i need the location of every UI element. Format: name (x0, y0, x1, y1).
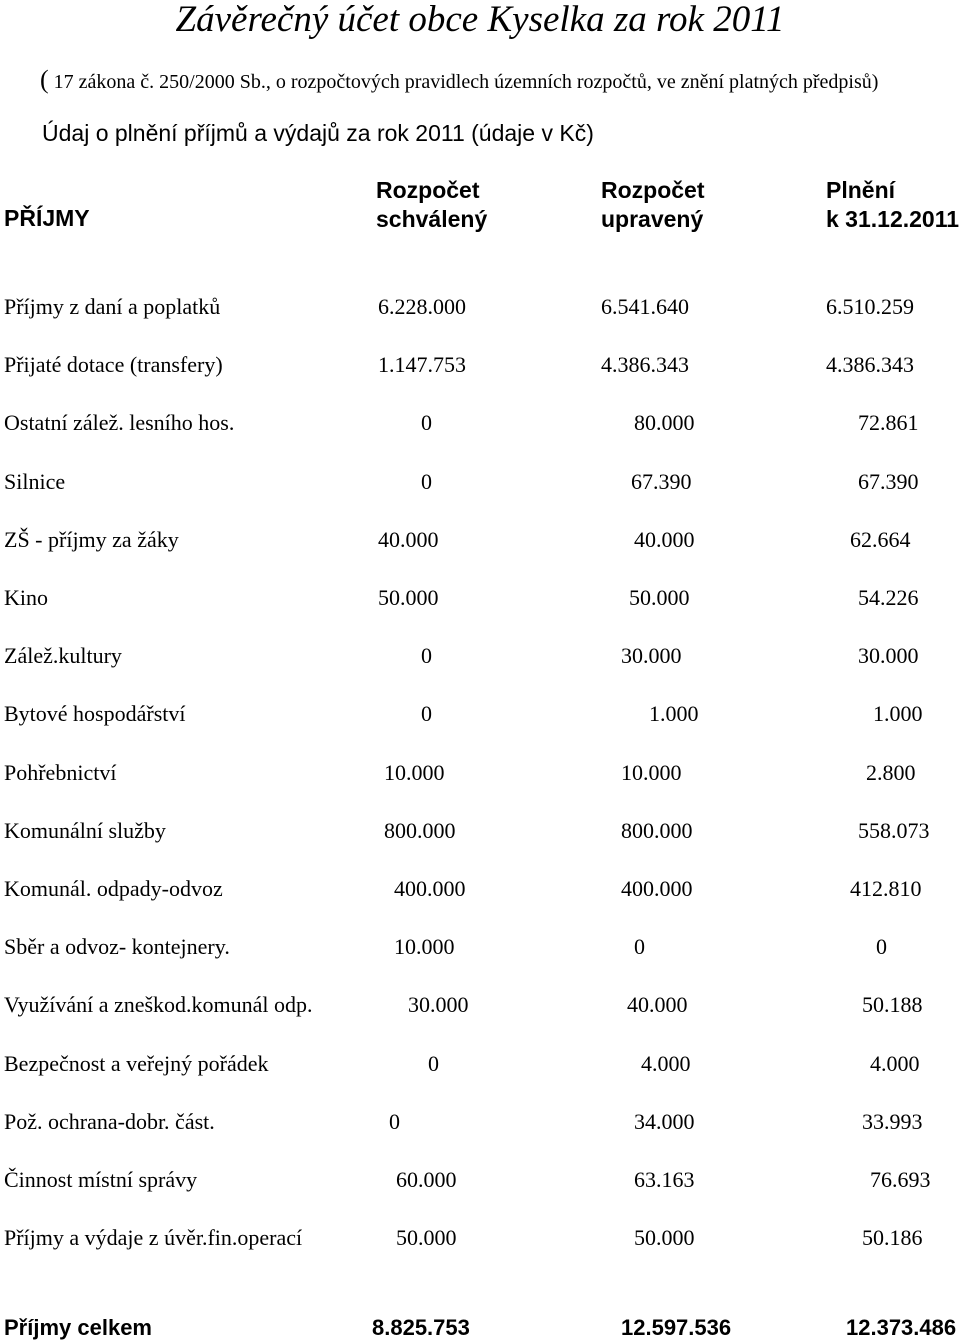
row-approved: 0 (389, 1108, 400, 1134)
row-label: Sběr a odvoz- kontejnery. (4, 934, 230, 960)
row-actual: 0 (876, 934, 887, 960)
row-label: Činnost místní správy (4, 1167, 198, 1192)
row-adjusted: 0 (634, 934, 645, 960)
row-adjusted: 4.000 (641, 1050, 691, 1076)
row-adjusted: 400.000 (621, 876, 693, 901)
row-approved: 30.000 (408, 992, 469, 1018)
row-actual: 558.073 (858, 817, 930, 843)
total-approved: 8.825.753 (372, 1315, 470, 1340)
row-adjusted: 40.000 (634, 526, 695, 552)
row-label: Příjmy a výdaje z úvěr.fin.operací (4, 1225, 303, 1251)
row-label: Kino (4, 585, 48, 610)
table-row (0, 932, 960, 962)
col-approved-line2: schválený (376, 206, 488, 232)
table-row (0, 1107, 960, 1137)
row-approved: 1.147.753 (378, 352, 466, 378)
row-adjusted: 80.000 (634, 410, 695, 436)
row-adjusted: 800.000 (621, 817, 693, 843)
row-actual: 72.861 (858, 410, 919, 436)
row-approved: 60.000 (396, 1167, 457, 1192)
row-label: Ostatní zálež. lesního hos. (4, 410, 235, 436)
total-label: Příjmy celkem (4, 1315, 152, 1340)
row-label: Komunální služby (4, 817, 166, 843)
row-actual: 6.510.259 (826, 294, 914, 319)
table-row (0, 525, 960, 555)
total-row (0, 1313, 960, 1343)
table-row (0, 350, 960, 380)
row-label: Přijaté dotace (transfery) (4, 352, 223, 378)
row-actual: 50.188 (862, 992, 923, 1018)
table-row (0, 1165, 960, 1195)
row-actual: 2.800 (866, 759, 916, 785)
row-adjusted: 6.541.640 (601, 294, 689, 319)
row-actual: 54.226 (858, 585, 919, 610)
table-row (0, 467, 960, 497)
row-label: Bytové hospodářství (4, 701, 186, 727)
row-adjusted: 40.000 (627, 992, 688, 1018)
table-row (0, 1049, 960, 1079)
row-adjusted: 67.390 (631, 468, 692, 494)
subtitle: Údaj o plnění příjmů a výdajů za rok 2011 (údaje v Kč) (42, 120, 594, 146)
table-row (0, 1223, 960, 1253)
row-adjusted: 50.000 (634, 1225, 695, 1251)
row-adjusted: 1.000 (649, 701, 699, 727)
row-adjusted: 63.163 (634, 1167, 695, 1192)
law-reference-text: 17 zákona č. 250/2000 Sb., o rozpočtových pravidlech územních rozpočtů, ve znění platných předpisů) (48, 71, 879, 93)
law-reference (40, 66, 878, 96)
row-approved: 10.000 (384, 759, 445, 785)
row-label: Zálež.kultury (4, 643, 122, 669)
row-label: Komunál. odpady-odvoz (4, 876, 223, 901)
row-adjusted: 34.000 (634, 1108, 695, 1134)
table-row (0, 990, 960, 1020)
total-actual: 12.373.486 (846, 1315, 957, 1340)
table-row (0, 874, 960, 904)
row-adjusted: 50.000 (629, 585, 690, 610)
row-actual: 4.000 (870, 1050, 920, 1076)
row-approved: 10.000 (394, 934, 455, 960)
row-approved: 0 (421, 643, 432, 669)
col-actual-line2: k 31.12.2011 (826, 206, 960, 232)
row-approved: 800.000 (384, 817, 456, 843)
row-approved: 0 (421, 701, 432, 727)
table-row (0, 641, 960, 671)
row-actual: 50.186 (862, 1225, 923, 1251)
row-approved: 50.000 (396, 1225, 457, 1251)
table-row (0, 292, 960, 322)
col-actual-line1: Plnění (826, 177, 896, 203)
row-label: Pohřebnictví (4, 759, 117, 785)
table-row (0, 816, 960, 846)
page-title: Závěrečný účet obce Kyselka za rok 2011 (175, 0, 785, 40)
row-actual: 76.693 (870, 1167, 931, 1192)
row-label: Příjmy z daní a poplatků (4, 294, 221, 319)
row-approved: 40.000 (378, 526, 439, 552)
row-approved: 0 (428, 1050, 439, 1076)
table-row (0, 758, 960, 788)
row-actual: 62.664 (850, 526, 911, 552)
row-approved: 0 (421, 468, 432, 494)
row-label: Silnice (4, 468, 66, 494)
row-adjusted: 10.000 (621, 759, 682, 785)
row-adjusted: 4.386.343 (601, 352, 689, 378)
row-actual: 1.000 (873, 701, 923, 727)
total-adjusted: 12.597.536 (621, 1315, 732, 1340)
row-actual: 30.000 (858, 643, 919, 669)
row-label: Bezpečnost a veřejný pořádek (4, 1050, 269, 1076)
row-label: Využívání a zneškod.komunál odp. (4, 992, 313, 1018)
table-row (0, 699, 960, 729)
row-approved: 50.000 (378, 585, 439, 610)
row-label: ZŠ - příjmy za žáky (4, 526, 179, 552)
row-actual: 67.390 (858, 468, 919, 494)
row-approved: 6.228.000 (378, 294, 466, 319)
col-approved-line1: Rozpočet (376, 177, 480, 203)
row-approved: 0 (421, 410, 432, 436)
col-adjusted-line2: upravený (601, 206, 704, 232)
row-actual: 33.993 (862, 1108, 923, 1134)
row-adjusted: 30.000 (621, 643, 682, 669)
col-adjusted-line1: Rozpočet (601, 177, 705, 203)
section-heading: PŘÍJMY (4, 205, 90, 231)
table-row (0, 583, 960, 613)
law-paren: ( (40, 65, 49, 94)
row-label: Pož. ochrana-dobr. část. (4, 1108, 215, 1134)
row-approved: 400.000 (394, 876, 466, 901)
row-actual: 412.810 (850, 876, 922, 901)
table-row (0, 408, 960, 438)
row-actual: 4.386.343 (826, 352, 914, 378)
